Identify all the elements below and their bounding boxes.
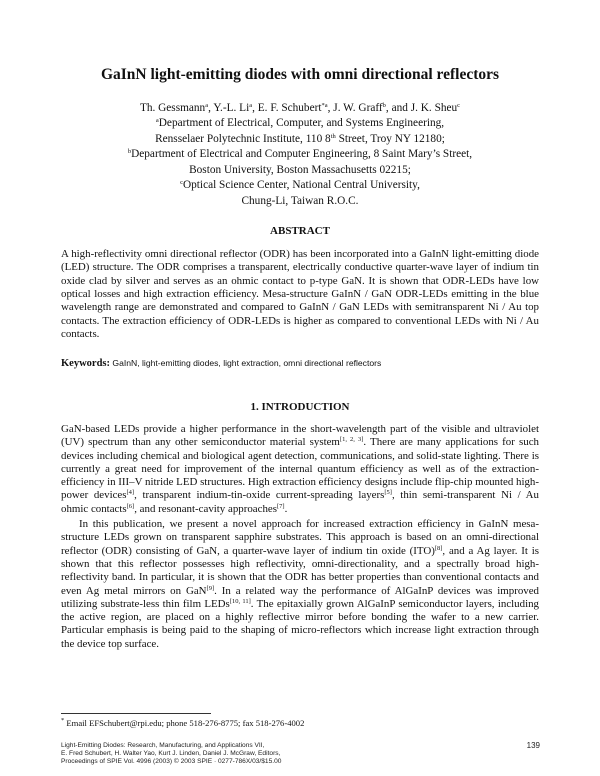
publication-footer bbox=[61, 742, 461, 766]
citation: [5] bbox=[384, 489, 392, 497]
author-separator: , and bbox=[385, 102, 411, 114]
footer-line: E. Fred Schubert, H. Walter Yao, Kurt J. Linden, Daniel J. McGraw, Editors, bbox=[61, 750, 281, 757]
affiliation-mark: a bbox=[155, 117, 159, 124]
affiliation-line: Chung-Li, Taiwan R.O.C. bbox=[241, 194, 359, 207]
keywords-text: GaInN, light-emitting diodes, light extraction, omni directional reflectors bbox=[110, 358, 382, 368]
introduction-body bbox=[61, 423, 539, 651]
author-affil-mark: a bbox=[205, 102, 209, 109]
keywords bbox=[61, 358, 539, 369]
author-name: Th. Gessmann bbox=[139, 102, 206, 114]
text-run: . In a related way the performance of AlGaInP devices was improved utilizing substrate-less thin film LEDs bbox=[61, 584, 539, 610]
keywords-label: Keywords: bbox=[61, 358, 110, 369]
text-run: , thin semi-transparent Ni / Au ohmic contacts bbox=[61, 489, 539, 515]
paper-title: GaInN light-emitting diodes with omni directional reflectors bbox=[100, 66, 500, 83]
author-name: Y.-L. Li bbox=[213, 102, 250, 114]
author-affil-mark: c bbox=[457, 102, 461, 109]
affiliation-line bbox=[0, 116, 600, 132]
author-list bbox=[0, 101, 600, 117]
citation: [7] bbox=[276, 502, 285, 510]
text-run: GaN-based LEDs provide a higher performance in the short-wavelength part of the visible and ultraviolet (UV) spectrum than any other semiconductor material system bbox=[61, 423, 539, 449]
abstract-heading: ABSTRACT bbox=[270, 225, 330, 237]
citation: [1, 2, 3] bbox=[339, 436, 364, 444]
text-run: , and a Ag layer. It is shown that this reflector possesses high reflectivity, omni-directionality, and a spectrally broad high-reflectivity band. In particular, it is shown that the ODR has better properties than conventional contacts and even Ag metal mirrors on GaN bbox=[61, 544, 539, 597]
page-number: 139 bbox=[526, 741, 540, 750]
footer-line: Proceedings of SPIE Vol. 4996 (2003) © 2003 SPIE · 0277-786X/03/$15.00 bbox=[61, 758, 282, 765]
author-separator: , bbox=[252, 102, 258, 114]
author-name: J. K. Sheu bbox=[410, 102, 458, 114]
footnote-mark: * bbox=[61, 717, 65, 724]
affiliation-mark: b bbox=[127, 148, 132, 156]
author-affil-mark: *a bbox=[321, 102, 328, 109]
footer-line: Light-Emitting Diodes: Research, Manufacturing, and Applications VII, bbox=[61, 742, 265, 749]
affiliation-text: Street, Troy NY 12180; bbox=[335, 132, 445, 145]
affiliation-mark: c bbox=[180, 179, 183, 187]
affiliation-line bbox=[0, 132, 600, 148]
ordinal-suffix: th bbox=[330, 132, 336, 140]
affiliation-line bbox=[0, 178, 600, 194]
author-affil-mark: a bbox=[249, 102, 253, 109]
text-run: . bbox=[284, 502, 288, 515]
citation: [9] bbox=[206, 584, 215, 592]
author-separator: , bbox=[327, 102, 334, 114]
author-separator: , bbox=[208, 102, 214, 114]
text-run: . The epitaxially grown AlGaInP semiconductor layers, including the active region, are placed on a highly reflective mirror before bonding the wafer to a new carrier. Particular emphasis is being paid to the shaping of micro-reflectors which increase light extraction through the device top surface. bbox=[61, 597, 539, 650]
paragraph bbox=[61, 423, 539, 516]
affiliations bbox=[0, 116, 600, 210]
footnote-text: Email EFSchubert@rpi.edu; phone 518-276-8775; fax 518-276-4002 bbox=[64, 718, 305, 728]
abstract-text: A high-reflectivity omni directional reflector (ODR) has been incorporated into a GaInN light-emitting diode (LED) structure. The ODR comprises a transparent, electrically conductive quarter-wave layer of indium tin oxide clad by silver and serves as an ohmic contact to p-type GaN. It is shown that ODR-LEDs have low optical losses and high extraction efficiency. Mesa-structure GaInN / GaN ODR-LEDs emitting in the blue wavelength range are demonstrated and compared to GaInN / GaN LEDs with semitransparent Ni / Au top contacts. The extraction efficiency of ODR-LEDs is higher as compared to conventional LEDs with Ni / Au contacts. bbox=[61, 248, 539, 341]
text-run: . There are many applications for such devices including chemical and biological agent detection, communications, and solid-state lighting. There is currently a great need for improvement of the internal quantum efficiency as well as of the extraction-efficiency in III–V nitride LED structures. High extraction efficiency designs include flip-chip mounted high-power devices bbox=[61, 436, 539, 502]
author-name: J. W. Graff bbox=[333, 102, 383, 114]
author-name: E. F. Schubert bbox=[257, 102, 322, 114]
text-run: , transparent indium-tin-oxide current-spreading layers bbox=[134, 489, 385, 502]
text-run: , and resonant-cavity approaches bbox=[134, 502, 277, 515]
footnote-divider bbox=[61, 713, 211, 714]
affiliation-line bbox=[0, 147, 600, 163]
affiliation-text: Department of Electrical, Computer, and Systems Engineering, bbox=[158, 117, 445, 129]
author-affil-mark: b bbox=[382, 102, 386, 109]
text-run: In this publication, we present a novel approach for increased extraction efficiency in GaInN mesa-structure LEDs grown on transparent sapphire substrates. This approach is based on an omni-directional reflector (ODR) consisting of GaN, a quarter-wave layer of indium tin oxide (ITO) bbox=[61, 518, 539, 557]
affiliation-text: Rensselaer Polytechnic Institute, 110 8 bbox=[155, 132, 331, 145]
paragraph bbox=[61, 518, 539, 651]
citation: [8] bbox=[434, 544, 443, 552]
section-heading-introduction: 1. INTRODUCTION bbox=[250, 401, 350, 413]
affiliation-text: Optical Science Center, National Central University, bbox=[182, 179, 420, 192]
affiliation-text: Department of Electrical and Computer Engineering, 8 Saint Mary’s Street, bbox=[131, 148, 473, 161]
citation: [4] bbox=[126, 489, 135, 497]
citation: [6] bbox=[126, 502, 135, 510]
affiliation-line: Boston University, Boston Massachusetts 02215; bbox=[189, 163, 411, 176]
footnote bbox=[61, 718, 539, 728]
citation: [10, 11] bbox=[229, 597, 251, 605]
